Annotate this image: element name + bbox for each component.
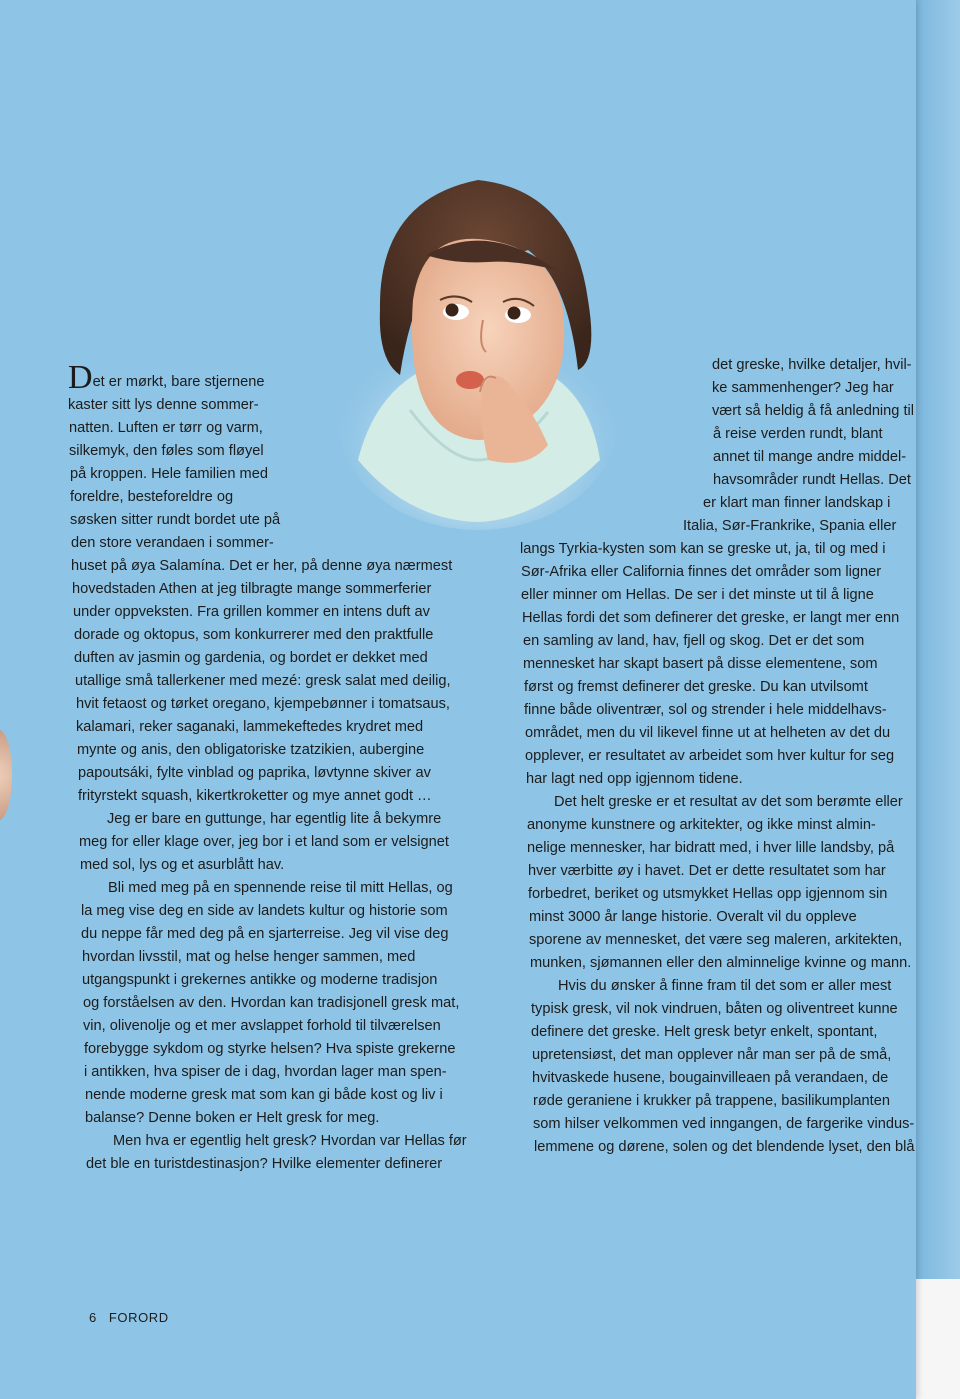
text-line: kalamari, reker saganaki, lammekeftedes krydret med [76, 719, 424, 735]
text-line: som hilser velkommen ved inngangen, de fargerike vindus- [533, 1116, 915, 1132]
text-line: sporene av mennesket, det være seg maleren, arkitekten, [529, 932, 903, 948]
text-line: lemmene og dørene, solen og det blendende lyset, den blå [534, 1139, 915, 1155]
drop-cap: D [68, 359, 93, 396]
text-line: Jeg er bare en guttunge, har egentlig lite å bekymre [107, 811, 442, 827]
text-line-1: Det er mørkt, bare stjernene [68, 359, 265, 396]
text-line: å reise verden rundt, blant [713, 426, 883, 442]
text-line: Sør-Afrika eller California finnes det områder som ligner [521, 564, 882, 580]
left-column-lines [68, 394, 488, 1176]
text-line: på kroppen. Hele familien med [70, 466, 268, 482]
text-line: vært så heldig å få anledning til [712, 403, 915, 419]
text-line: det greske, hvilke detaljer, hvil- [712, 357, 912, 373]
text-line: mynte og anis, den obligatoriske tzatzikien, aubergine [77, 742, 425, 758]
text-line: forbedret, beriket og utsmykket Hellas opp igjennom sin [528, 886, 888, 902]
text-line: finne både oliventrær, sol og strender i hele middelhavs- [524, 702, 887, 718]
text-line: med sol, lys og et asurblått hav. [80, 857, 285, 873]
text-line: huset på øya Salamína. Det er her, på denne øya nærmest [71, 558, 453, 574]
text-line: har lagt ned opp igjennom tidene. [526, 771, 743, 787]
text-line: papoutsáki, fylte vinblad og paprika, løvtynne skiver av [78, 765, 431, 781]
text-line: området, men du vil likevel finne ut at helheten av det du [525, 725, 891, 741]
text-line: definere det greske. Helt gresk betyr enkelt, spontant, [531, 1024, 878, 1040]
text-line: ke sammenhenger? Jeg har [712, 380, 894, 396]
left-column [68, 359, 488, 1176]
thumb-icon [0, 730, 12, 820]
text-line: det ble en turistdestinasjon? Hvilke elementer definerer [86, 1156, 443, 1172]
text-line: hvordan livsstil, mat og helse henger sammen, med [82, 949, 416, 965]
page-number: 6 [89, 1310, 97, 1325]
text-line: nelige mennesker, har bidratt med, i hver lille landsby, på [527, 840, 895, 856]
text-line: først og fremst definerer det greske. Du kan utvilsomt [524, 679, 868, 695]
text-line: forebygge sykdom og styrke helsen? Hva spiste grekerne [84, 1041, 456, 1057]
section-title: FORORD [108, 1310, 169, 1325]
text-line: upretensiøst, det man opplever når man ser på de små, [532, 1047, 892, 1063]
text-line: Hellas fordi det som definerer det greske, er langt mer enn [522, 610, 900, 626]
text-line: meg for eller klage over, jeg bor i et land som er velsignet [79, 834, 449, 850]
text-line: eller minner om Hellas. De ser i det minste ut til å ligne [521, 587, 874, 603]
text-line: er klart man finner landskap i [703, 495, 891, 511]
text-line: havsområder rundt Hellas. Det [713, 472, 911, 488]
text-line: langs Tyrkia-kysten som kan se greske ut, ja, til og med i [520, 541, 886, 557]
text-line: og forståelsen av den. Hvordan kan tradisjonell gresk mat, [83, 995, 460, 1011]
text-line: opplever, er resultatet av arbeidet som hver kultur for seg [525, 748, 895, 764]
text-line: utgangspunkt i grekernes antikke og moderne tradisjon [82, 972, 438, 988]
text-line: minst 3000 år lange historie. Overalt vil du oppleve [529, 909, 857, 925]
text-line: duften av jasmin og gardenia, og bordet er dekket med [74, 650, 428, 666]
text-line: Hvis du ønsker å finne fram til det som er aller mest [558, 978, 892, 994]
text-line: anonyme kunstnere og arkitekter, og ikke minst almin- [527, 817, 876, 833]
text-line: en samling av land, hav, fjell og skog. Det er det som [523, 633, 865, 649]
text-line: Bli med meg på en spennende reise til mitt Hellas, og [108, 880, 453, 896]
text-line: annet til mange andre middel- [713, 449, 907, 465]
page-footer [89, 1310, 181, 1325]
text-line: røde geraniene i krukker på trappene, basilikumplanten [533, 1093, 890, 1109]
text-line: balanse? Denne boken er Helt gresk for meg. [85, 1110, 380, 1126]
right-column-lines [520, 354, 915, 1159]
text-line: Italia, Sør-Frankrike, Spania eller [683, 518, 897, 534]
text-line: natten. Luften er tørr og varm, [69, 420, 263, 436]
text-line: Det helt greske er et resultat av det som berømte eller [554, 794, 903, 810]
right-column [520, 354, 915, 1159]
text-line: Men hva er egentlig helt gresk? Hvordan var Hellas før [113, 1133, 467, 1149]
text-line: hovedstaden Athen at jeg tilbragte mange sommerferier [72, 581, 432, 597]
text-line: utallige små tallerkener med mezé: gresk salat med deilig, [75, 673, 451, 689]
text-line: munken, sjømannen eller den alminnelige kvinne og mann. [530, 955, 912, 971]
text-line: søsken sitter rundt bordet ute på [70, 512, 281, 528]
text-line: hvit fetaost og tørket oregano, kjempebønner i tomatsaus, [76, 696, 450, 712]
text-line: foreldre, besteforeldre og [70, 489, 234, 505]
text-line: hver værbitte øy i havet. Det er dette resultatet som har [528, 863, 886, 879]
text-line: under oppveksten. Fra grillen kommer en intens duft av [73, 604, 430, 620]
text-line: du neppe får med deg på en sjarterreise. Jeg vil vise deg [81, 926, 449, 942]
text-line: nende moderne gresk mat som kan gi både kost og liv i [85, 1087, 443, 1103]
text-line: vin, olivenolje og et mer avslappet forhold til tilværelsen [83, 1018, 441, 1034]
text-line: den store verandaen i sommer- [71, 535, 274, 551]
text-line: la meg vise deg en side av landets kultur og historie som [81, 903, 448, 919]
text-line: typisk gresk, vil nok vindruen, båten og oliventreet kunne [531, 1001, 898, 1017]
text-line: mennesket har skapt basert på disse elementene, som [523, 656, 878, 672]
text-line: frityrstekt squash, kikertkroketter og mye annet godt … [78, 788, 432, 804]
text-line: hvitvaskede husene, bougainvilleaen på verandaen, de [532, 1070, 889, 1086]
text-line: dorade og oktopus, som konkurrerer med den praktfulle [74, 627, 434, 643]
text-line: silkemyk, den føles som fløyel [69, 443, 264, 459]
next-page-edge [916, 0, 960, 1399]
text-line: kaster sitt lys denne sommer- [68, 397, 259, 413]
text-line: i antikken, hva spiser de i dag, hvordan lager man spen- [84, 1064, 447, 1080]
